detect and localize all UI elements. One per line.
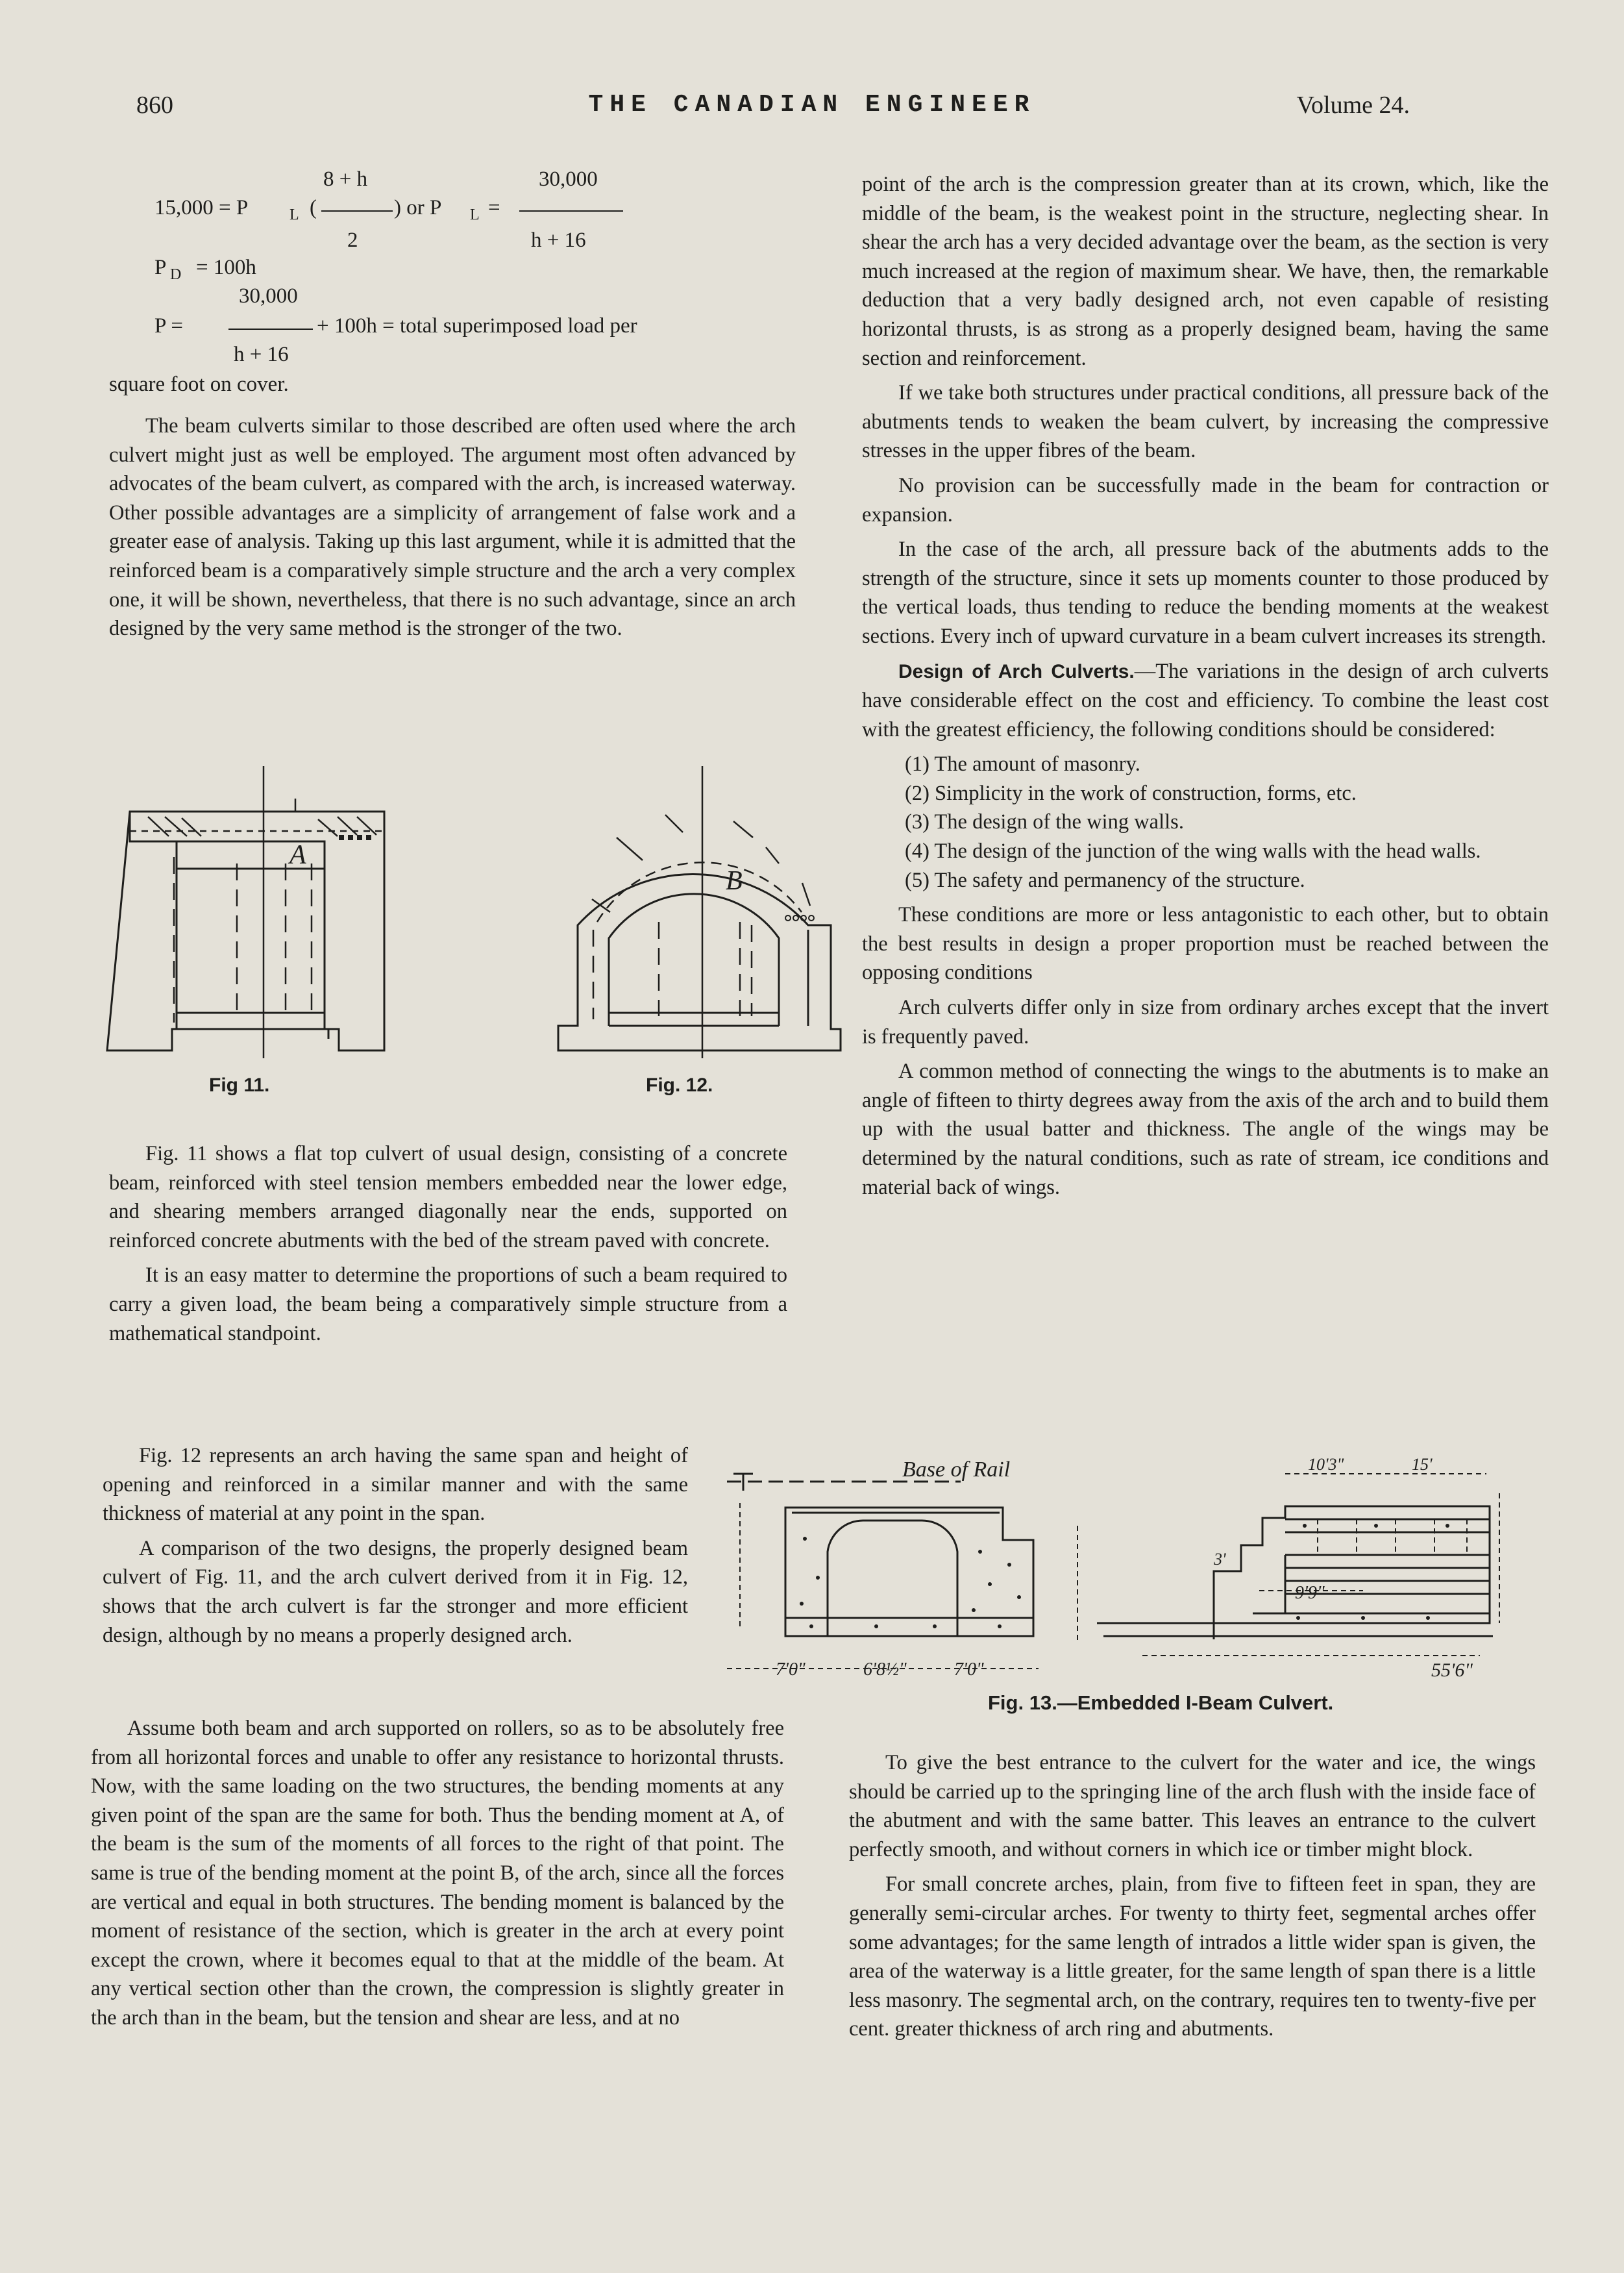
paragraph: A comparison of the two designs, the properly designed beam culvert of Fig. 11, and the arch culvert derived from it in Fig. 12, shows that the arch culvert is far the stronger and more efficient design, although by no means a properly designed arch.: [103, 1536, 688, 1647]
paragraph: It is an easy matter to determine the proportions of such a beam required to carry a given load, the beam being a comparatively simple structure from a mathematical standpoint.: [109, 1263, 787, 1345]
formula-pd-rest: = 100h: [196, 256, 256, 279]
fig13-dim-7-0-b: 7'0": [954, 1659, 984, 1680]
paragraph: point of the arch is the compression greater than at its crown, which, like the middle of the beam, is the weakest point in the structure, neglecting shear. In shear the arch has a very decided advantage over the beam, as the section is very much increased at the region of maximum shear. We have, then, the remarkable deduction that a very badly designed arch, not even capable of resisting horizontal thrusts, is as strong as a properly designed beam, having the same section and reinforcement.: [862, 173, 1549, 370]
journal-title: THE CANADIAN ENGINEER: [588, 91, 1036, 119]
paragraph: Arch culverts differ only in size from ordinary arches except that the invert is frequently paved.: [862, 996, 1549, 1049]
fig11-label-a: A: [289, 840, 306, 870]
fig12-drawing: [545, 760, 850, 1065]
paragraph: Assume both beam and arch supported on rollers, so as to be absolutely free from all horizontal forces and unable to offer any resistance to horizontal thrusts. Now, with the same loading on the two structures, the bending moments at any given point of the span are the same for both. Thus the bending moment at A, of the beam is the sum of the moments of all forces to the right of that point. The same is true of the bending moment at the point B, of the arch, since all the forces are vertical and equal in both structures. The bending moment is balanced by the moment of resistance of the section, which is greater in the arch at every point except the crown, where it becomes equal to that at the middle of the beam. At any vertical section other than the crown, the compression is slightly greater in the arch than in the beam, but the tension and shear are less, and at no: [91, 1717, 784, 2030]
volume-label: Volume 24.: [1296, 92, 1410, 119]
formula-lhs: 15,000 = P: [154, 196, 249, 219]
formula-block: [0, 0, 818, 403]
fig12-caption: Fig. 12.: [646, 1074, 713, 1096]
fraction-bar-3: [228, 329, 313, 330]
paragraph: Fig. 12 represents an arch having the same span and height of opening and reinforced in a similar manner and with the same thickness of material at any point in the span.: [103, 1444, 688, 1526]
paragraph: A common method of connecting the wings to the abutments is to make an angle of fifteen to thirty degrees away from the axis of the arch and to build them up with the usual batter and thickness. The angle of the wings may be determined by the natural conditions, such as rate of stream, ice conditions and material back of wings.: [862, 1060, 1549, 1199]
fig13-dim-6-8: 6'8½": [863, 1659, 907, 1680]
paragraph: In the case of the arch, all pressure back of the abutments adds to the strength of the structure, since it sets up moments counter to those produced by the vertical loads, thus tending to reduce the bending moments at the weakest sections. Every inch of upward curvature in a beam culvert increases its strength.: [862, 538, 1549, 648]
left-column-top: [109, 412, 796, 649]
formula-3-lhs: P =: [154, 314, 183, 338]
figure-13: [714, 1448, 1551, 1701]
list-item: (5) The safety and permanency of the structure.: [905, 868, 1305, 892]
formula-subscript-2: L: [470, 206, 480, 223]
paragraph: To give the best entrance to the culvert for the water and ice, the wings should be carried up to the springing line of the arch flush with the inside face of the abutment and with the same batter. This leaves an entrance to the culvert perfectly smooth, and without corners in which ice or timber might block.: [849, 1751, 1536, 1861]
section-heading: Design of Arch Culverts.: [898, 660, 1135, 682]
formula-subscript-1: L: [289, 206, 299, 223]
fig13-drawing: [714, 1448, 1551, 1701]
formula-numerator-2: 30,000: [539, 168, 598, 191]
paragraph: For small concrete arches, plain, from five to fifteen feet in span, they are generally semi-circular arches. For twenty to thirty feet, segmental arches offer some advantages; for the same length of intrados a little wider span is given, the area of the waterway is a little greater, for the same length of span there is a little less masonry. The segmental arch, on the contrary, requires ten to twenty-five per cent. greater thickness of arch ring and abutments.: [849, 1872, 1536, 2041]
section-text: —The variations in the design of arch culverts have considerable effect on the cost and efficiency. To combine the least cost with the greatest efficiency, the following conditions should be considered:: [862, 659, 1549, 741]
right-column-bottom: [849, 1748, 1536, 2050]
fig13-dim-3: 3': [1214, 1550, 1226, 1569]
fig13-base-of-rail: Base of Rail: [902, 1458, 1011, 1482]
paragraph: The beam culverts similar to those described are often used where the arch culvert might just as well be employed. The argument most often advanced by advocates of the beam culvert, as compared with the arch, is increased waterway. Other possible advantages are a simplicity of arrangement of false work and a greater ease of analysis. Taking up this last argument, while it is admitted that the reinforced beam is a comparatively simple structure and the arch a very complex one, it will be shown, nevertheless, that there is no such advantage, since an arch designed by the very same method is the stronger of the two.: [109, 414, 796, 641]
list-item: (1) The amount of masonry.: [905, 752, 1140, 776]
fig13-dim-55-6: 55'6": [1431, 1659, 1473, 1681]
paragraph: Fig. 11 shows a flat top culvert of usual design, consisting of a concrete beam, reinforced with steel tension members embedded near the lower edge, and shearing members arranged diagonally near the ends, supported on reinforced concrete abutments with the bed of the stream paved with concrete.: [109, 1142, 787, 1252]
list-item: (4) The design of the junction of the wing walls with the head walls.: [905, 839, 1481, 863]
formula-3-denominator: h + 16: [234, 343, 289, 366]
section-paragraph: [862, 657, 1549, 745]
fig13-dim-15: 15': [1412, 1455, 1433, 1474]
left-column-bottom: [91, 1714, 784, 2039]
paragraph: These conditions are more or less antagonistic to each other, but to obtain the best results in design a proper proportion must be reached between the opposing conditions: [862, 903, 1549, 985]
fig13-dim-9-9: 9'9": [1295, 1583, 1325, 1603]
figure-11: [97, 760, 409, 1065]
left-column-narrow: [103, 1441, 688, 1656]
conditions-list: [862, 750, 1549, 895]
fig13-caption: Fig. 13.—Embedded I-Beam Culvert.: [988, 1691, 1334, 1714]
fraction-bar-1: [321, 210, 393, 212]
formula-denominator-1: 2: [347, 229, 358, 252]
paragraph: No provision can be successfully made in the beam for contraction or expansion.: [862, 473, 1549, 527]
fig11-drawing: [97, 760, 409, 1065]
formula-equals: =: [488, 196, 500, 219]
formula-close: ) or P: [394, 196, 442, 219]
fig11-caption: Fig 11.: [209, 1074, 270, 1096]
figure-12: [545, 760, 850, 1065]
paragraph: If we take both structures under practical conditions, all pressure back of the abutments tends to weaken the beam culvert, by increasing the compressive stresses in the upper fibres of the beam.: [862, 381, 1549, 463]
fig13-dim-7-0-a: 7'0": [776, 1659, 806, 1680]
page-number: 860: [136, 92, 173, 119]
formula-denominator-2: h + 16: [531, 229, 586, 252]
fraction-bar-2: [519, 210, 623, 212]
formula-pd: P: [154, 256, 167, 279]
list-item: (2) Simplicity in the work of construction, forms, etc.: [905, 781, 1357, 805]
fig12-label-b: B: [726, 866, 743, 896]
formula-open-paren: (: [310, 196, 317, 219]
formula-3-numerator: 30,000: [239, 284, 298, 308]
formula-pd-subscript: D: [170, 266, 182, 283]
formula-numerator-1: 8 + h: [323, 168, 368, 191]
fig13-dim-10-3: 10'3": [1308, 1455, 1344, 1474]
left-column-middle: [109, 1139, 787, 1354]
list-item: (3) The design of the wing walls.: [905, 810, 1184, 834]
formula-3-rhs: + 100h = total superimposed load per: [317, 314, 637, 338]
formula-3-tail: square foot on cover.: [109, 373, 289, 396]
right-column-top: [862, 170, 1549, 1208]
